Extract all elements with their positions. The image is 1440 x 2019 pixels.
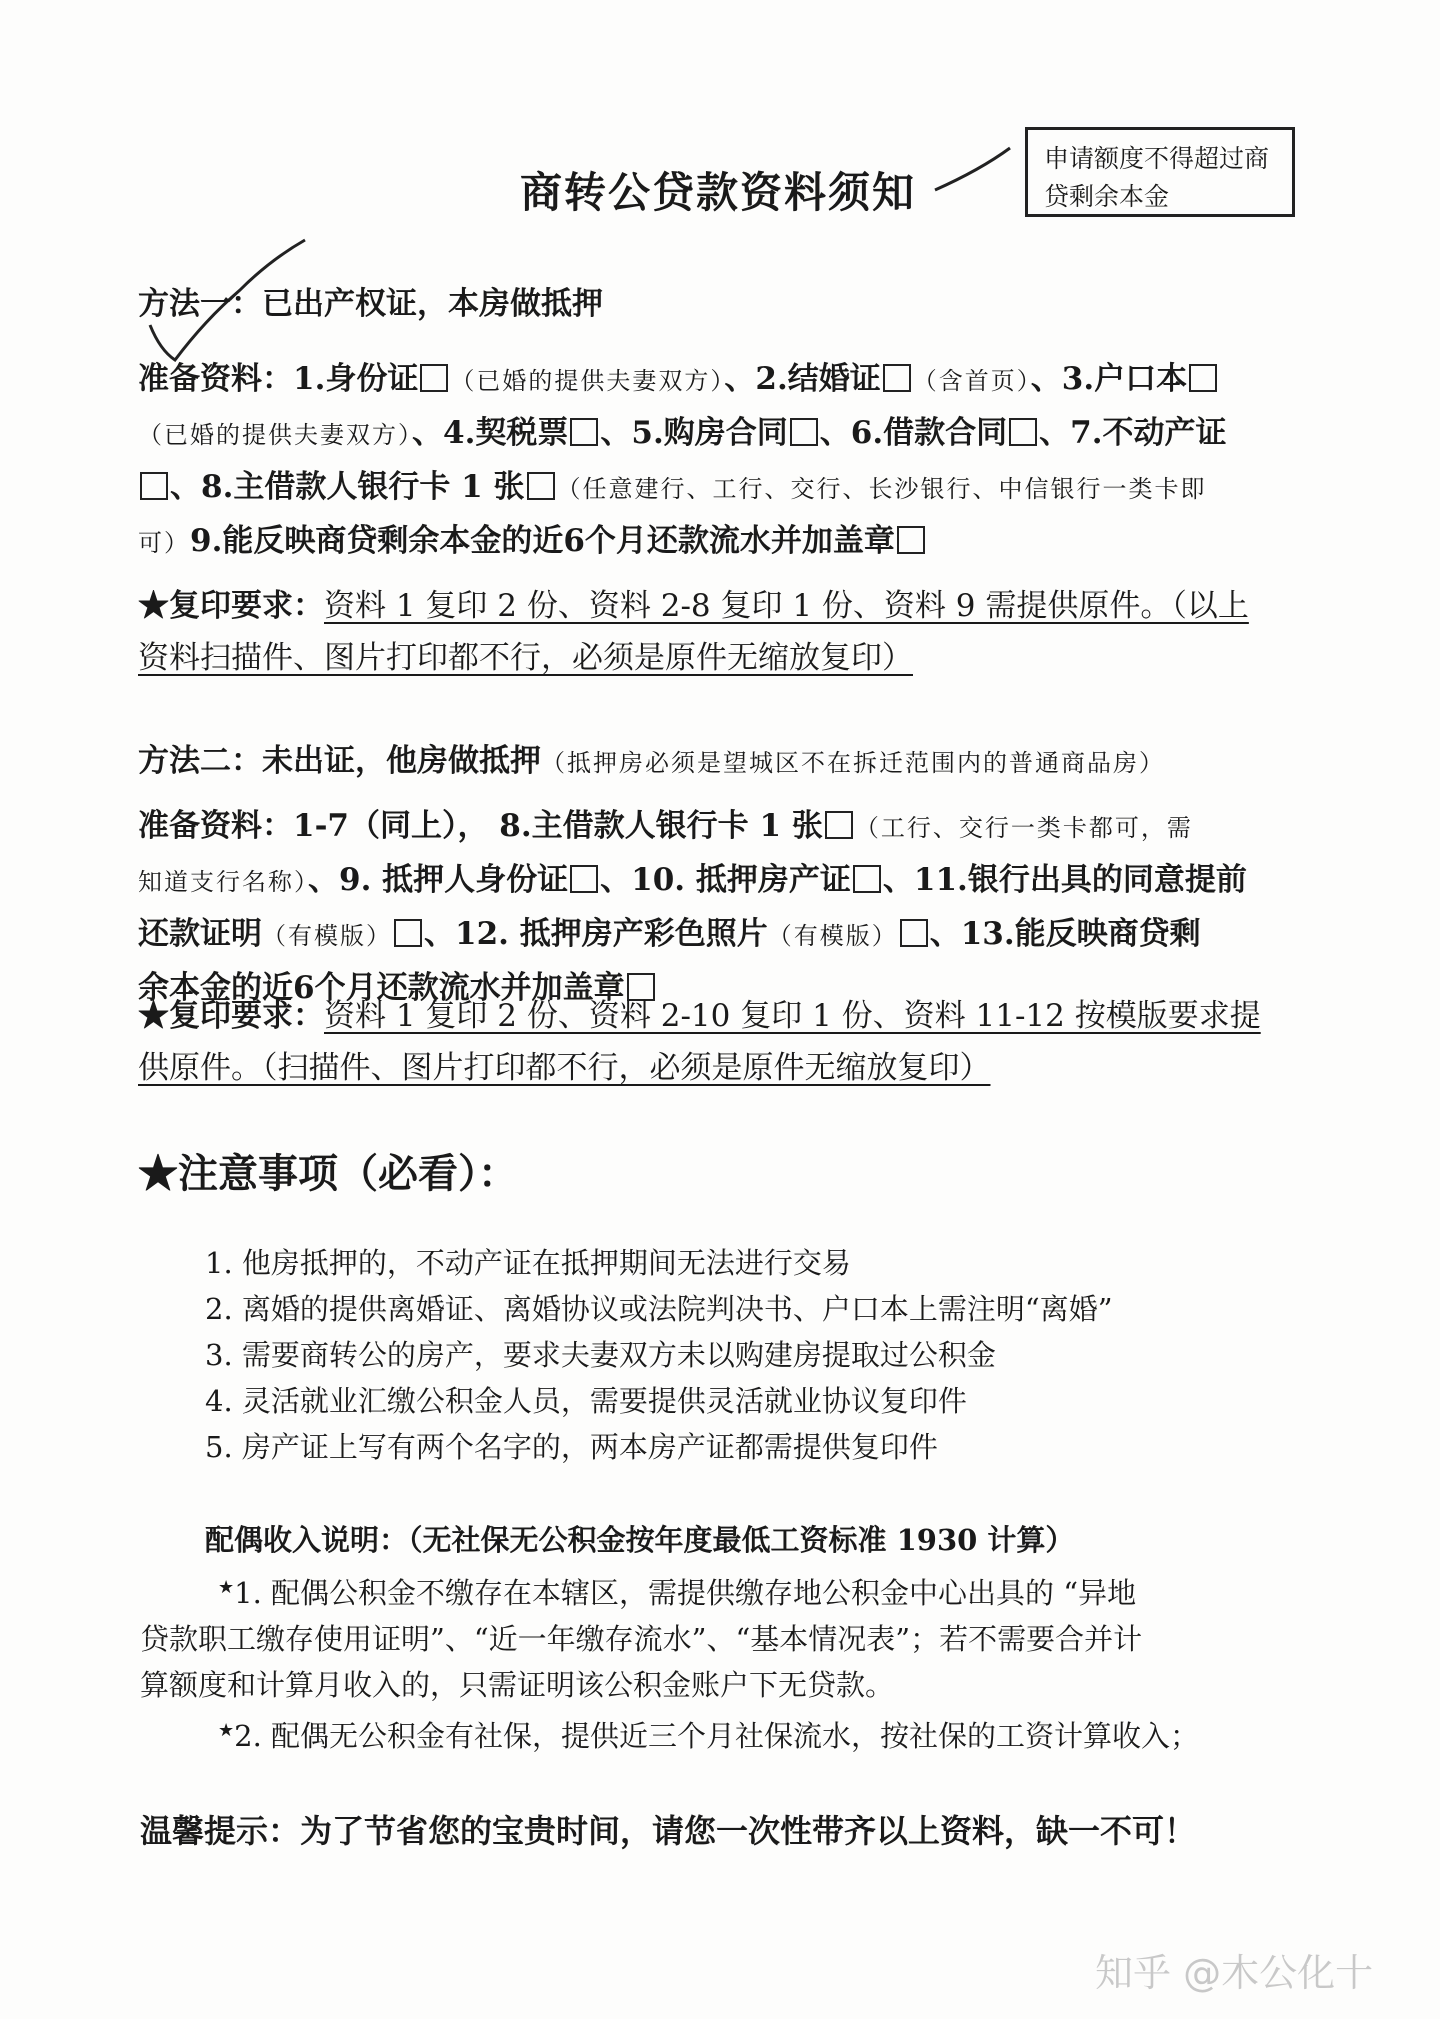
m1-copy-label: ★复印要求：	[138, 588, 324, 624]
m1-item-3: 、3.户口本	[1030, 361, 1188, 397]
checkbox[interactable]	[140, 472, 168, 500]
m2-item-10: 、10. 抵押房产证	[600, 862, 851, 898]
checkbox[interactable]	[900, 919, 928, 947]
checkbox[interactable]	[897, 526, 925, 554]
m2-item-13-end: 余本金的近6个月还款流水并加盖章	[138, 970, 625, 1006]
warm-tip: 温馨提示：为了节省您的宝贵时间，请您一次性带齐以上资料，缺一不可！	[140, 1812, 1197, 1850]
m2-item-11-end: 还款证明	[138, 916, 262, 952]
spouse-income-title: 配偶收入说明：（无社保无公积金按年度最低工资标准 1930 计算）	[205, 1523, 1075, 1557]
m2-copy-line-1: 资料 1 复印 2 份、资料 2-10 复印 1 份、资料 11-12 按模版要求提	[324, 998, 1261, 1034]
m1-item-1-note: （已婚的提供夫妻双方）	[450, 367, 725, 395]
m1-copy-line-2: 资料扫描件、图片打印都不行，必须是原件无缩放复印）	[138, 640, 913, 676]
m2-item-9: 、9. 抵押人身份证	[308, 862, 569, 898]
method1-materials	[138, 353, 1318, 569]
m2-item-8-note: （工行、交行一类卡都可，需	[854, 814, 1193, 842]
checkbox[interactable]	[527, 472, 555, 500]
spouse-p2-line-1: 2. 配偶无公积金有社保，提供近三个月社保流水，按社保的工资计算收入；	[234, 1719, 1200, 1753]
m1-item-1: 1.身份证	[293, 361, 419, 397]
notice-title: ★注意事项（必看）：	[138, 1150, 518, 1197]
m1-item-2-note: （含首页）	[912, 367, 1031, 395]
spouse-income-details	[140, 1565, 1320, 1759]
method2-copy-requirements	[138, 990, 1318, 1094]
checkbox[interactable]	[394, 919, 422, 947]
checkbox[interactable]	[883, 364, 911, 392]
m1-item-2: 、2.结婚证	[724, 361, 881, 397]
note-line-1: 申请额度不得超过商	[1044, 144, 1270, 173]
notice-list	[205, 1240, 1113, 1470]
document-title: 商转公贷款资料须知	[520, 168, 917, 217]
spouse-p1-line-3: 算额度和计算月收入的，只需证明该公积金账户下无贷款。	[140, 1668, 895, 1702]
m1-item-5: 、5.购房合同	[600, 415, 788, 451]
m1-item-9: 9.能反映商贷剩余本金的近6个月还款流水并加盖章	[190, 523, 895, 559]
checkbox[interactable]	[1189, 364, 1217, 392]
checkbox[interactable]	[1009, 418, 1037, 446]
m1-item-8-note-end: 可）	[138, 529, 190, 557]
star-icon: ★	[218, 1720, 235, 1741]
m1-item-6: 、6.借款合同	[819, 415, 1008, 451]
checkbox[interactable]	[570, 418, 598, 446]
checkbox[interactable]	[790, 418, 818, 446]
note-line-2: 贷剩余本金	[1044, 182, 1170, 211]
list-item: 3. 需要商转公的房产，要求夫妻双方未以购建房提取过公积金	[205, 1338, 996, 1372]
m2-copy-line-2: 供原件。（扫描件、图片打印都不行，必须是原件无缩放复印）	[138, 1050, 991, 1086]
method1-heading: 方法一：已出产权证，本房做抵押	[138, 286, 603, 322]
spouse-p1-line-1: 1. 配偶公积金不缴存在本辖区，需提供缴存地公积金中心出具的 “异地	[234, 1576, 1137, 1610]
m1-item-3-note: （已婚的提供夫妻双方）	[138, 421, 412, 449]
handwritten-note-box	[1025, 127, 1295, 217]
list-item: 2. 离婚的提供离婚证、离婚协议或法院判决书、户口本上需注明“离婚”	[205, 1292, 1113, 1326]
m1-copy-line-1: 资料 1 复印 2 份、资料 2-8 复印 1 份、资料 9 需提供原件。（以上	[324, 588, 1249, 624]
list-item: 5. 房产证上写有两个名字的，两本房产证都需提供复印件	[205, 1430, 938, 1464]
m2-item-13: 、13.能反映商贷剩	[929, 916, 1201, 952]
m2-item-11: 、11.银行出具的同意提前	[882, 862, 1247, 898]
m1-item-4: 、4.契税票	[412, 415, 569, 451]
method1-prep-label: 准备资料：	[138, 361, 293, 397]
checkbox[interactable]	[853, 865, 881, 893]
m2-item-12: 、12. 抵押房产彩色照片	[424, 916, 768, 952]
method2-heading-text: 方法二：未出证，他房做抵押	[138, 743, 541, 779]
m1-item-7: 、7.不动产证	[1039, 415, 1227, 451]
method2-materials	[138, 800, 1318, 1014]
star-icon: ★	[218, 1577, 235, 1598]
watermark: 知乎 @木公化十	[1095, 1951, 1374, 1995]
m2-item-8-note-end: 知道支行名称）	[138, 868, 308, 896]
method2-prep-label: 准备资料：	[138, 808, 293, 844]
pen-stroke-to-note	[935, 148, 1010, 190]
method2-heading-note: （抵押房必须是望城区不在拆迁范围内的普通商品房）	[541, 749, 1165, 777]
checkbox[interactable]	[570, 865, 598, 893]
m2-copy-label: ★复印要求：	[138, 998, 324, 1034]
m1-item-8-note: （任意建行、工行、交行、长沙银行、中信银行一类卡即	[556, 475, 1207, 503]
checkbox[interactable]	[420, 364, 448, 392]
list-item: 4. 灵活就业汇缴公积金人员，需要提供灵活就业协议复印件	[205, 1384, 967, 1418]
spouse-p1-line-2: 贷款职工缴存使用证明”、“近一年缴存流水”、“基本情况表”；若不需要合并计	[140, 1622, 1143, 1656]
checkbox[interactable]	[825, 811, 853, 839]
method1-copy-requirements	[138, 580, 1318, 684]
list-item: 1. 他房抵押的，不动产证在抵押期间无法进行交易	[205, 1246, 851, 1280]
m2-item-11-note: （有模版）	[262, 922, 392, 950]
method2-heading	[138, 735, 1318, 789]
m2-items-1-8: 1-7（同上）， 8.主借款人银行卡 1 张	[293, 808, 823, 844]
m2-item-12-note: （有模版）	[767, 922, 898, 950]
m1-item-8: 、8.主借款人银行卡 1 张	[170, 469, 525, 505]
